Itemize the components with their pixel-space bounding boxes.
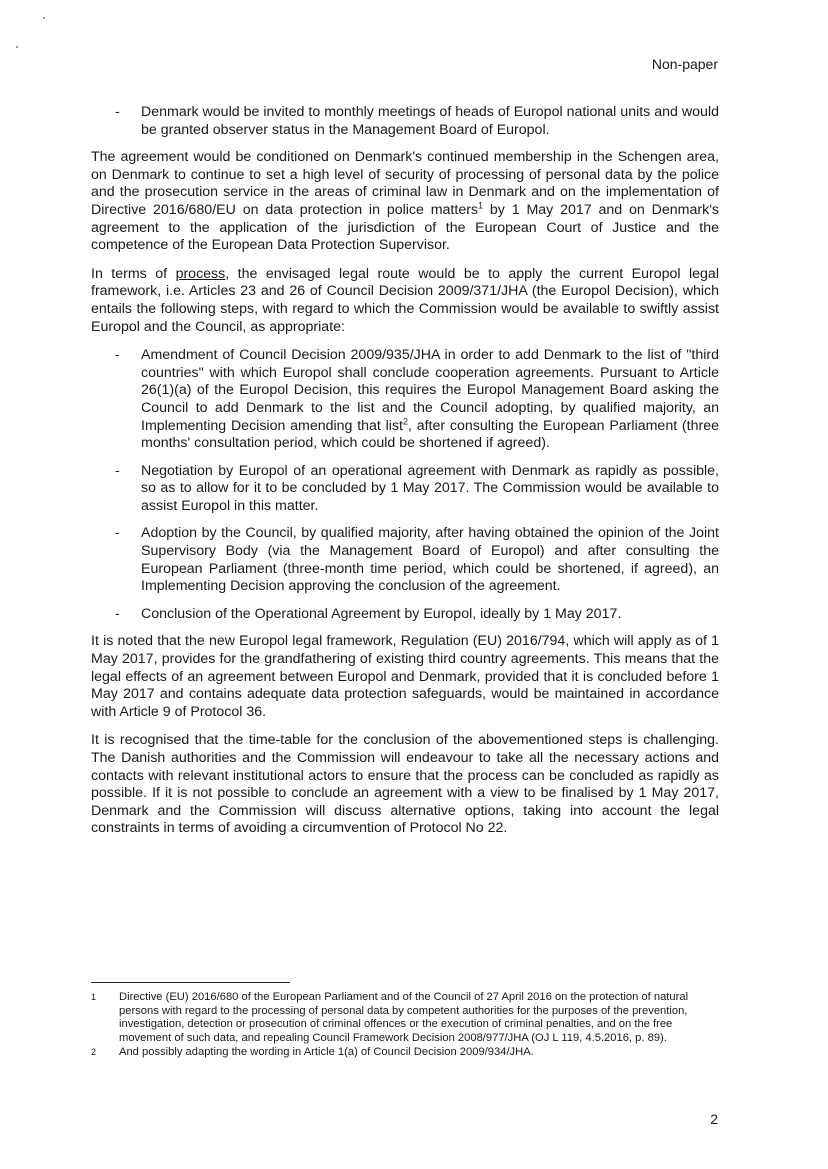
header-label: Non-paper xyxy=(651,56,718,72)
footnote-ref-2: 2 xyxy=(402,415,408,426)
scan-speck xyxy=(43,17,45,19)
process-underlined: process xyxy=(175,265,226,282)
paragraph-conditions xyxy=(91,149,719,255)
step-item-4 xyxy=(91,606,719,624)
footnote-ref-1: 1 xyxy=(478,200,484,211)
footnote-2 xyxy=(91,1046,719,1060)
paragraph-process xyxy=(91,266,719,336)
paragraph-grandfathering: It is noted that the new Europol legal framework, Regulation (EU) 2016/794, which will apply as of 1 May 2017, provides for the grandfathering of existing third country agreements. This means that the legal effects of an agreement between Europol and Denmark, provided that it is concluded before 1 May 2017 and contains adequate data protection safeguards, would be maintained in accordance with Article 9 of Protocol 36. xyxy=(91,633,719,720)
scan-speck xyxy=(16,46,18,48)
paragraph-conditions-text-b: by 1 May 2017 and on Denmark's agreement to the application of the jurisdiction of the European Court of Justice and the competence of the European Data Protection Supervisor. xyxy=(91,201,719,254)
bullet-dash: - xyxy=(115,104,120,120)
step-3-text: Adoption by the Council, by qualified majority, after having obtained the opinion of the Joint Supervisory Body (via the Management Board of Europol) and after consulting the European Parliament (three-month time period, which could be shortened, if agreed), an Implementing Decision approving the conclusion of the agreement. xyxy=(141,525,719,595)
step-item-3 xyxy=(91,525,719,595)
footnote-1-number: 1 xyxy=(91,992,97,1002)
footnote-1-text: Directive (EU) 2016/680 of the European Parliament and of the Council of 27 April 2016 on the protection of natural persons with regard to the processing of personal data by competent authorities for the purposes of the prevention, investigation, detection or prosecution of criminal offences or the execution of criminal penalties, and on the free movement of such data, and repealing Council Framework Decision 2008/977/JHA (OJ L 119, 4.5.2016, p. 89). xyxy=(119,991,689,1044)
bullet-dash: - xyxy=(115,605,120,622)
page-number: 2 xyxy=(710,1111,718,1127)
bullet-dash: - xyxy=(115,525,120,542)
paragraph-process-lead: In terms of xyxy=(91,265,176,282)
footnote-separator xyxy=(91,982,290,983)
step-2-text: Negotiation by Europol of an operational agreement with Denmark as rapidly as possible, so as to allow for it to be concluded by 1 May 2017. The Commission would be available to assist Europol in this matter. xyxy=(141,462,719,514)
step-item-1 xyxy=(91,347,719,453)
footnotes xyxy=(91,991,719,1061)
intro-bullet-text: Denmark would be invited to monthly meetings of heads of Europol national units and would be granted observer status in the Management Board of Europol. xyxy=(141,104,719,138)
bullet-dash: - xyxy=(115,347,120,364)
footnote-1 xyxy=(91,991,719,1045)
step-4-text: Conclusion of the Operational Agreement by Europol, ideally by 1 May 2017. xyxy=(141,605,622,622)
step-1-text-a: Amendment of Council Decision 2009/935/JHA in order to add Denmark to the list of "third countries" with which Europol shall conclude cooperation agreements. Pursuant to Article 26(1)(a) of the Europol Decision, this requires the Europol Management Board asking the Council to add Denmark to the list and the Council adopting, by qualified majority, an Implementing Decision amending that list xyxy=(141,347,719,434)
bullet-dash: - xyxy=(115,462,120,479)
step-item-2 xyxy=(91,463,719,516)
paragraph-process-rest: , the envisaged legal route would be to apply the current Europol legal framework, i.e. Articles 23 and 26 of Council Decision 2009/371/JHA (the Europol Decision), which entails the following steps, with regard to which the Commission would be available to swiftly assist Europol and the Council, as appropriate: xyxy=(91,265,719,335)
footnote-2-number: 2 xyxy=(91,1047,97,1058)
document-body xyxy=(91,104,719,849)
footnote-2-text: And possibly adapting the wording in Article 1(a) of Council Decision 2009/934/JHA. xyxy=(119,1046,534,1059)
paragraph-conditions-text-a: The agreement would be conditioned on Denmark's continued membership in the Schengen area, on Denmark to continue to set a high level of security of processing of personal data by the police and the prosecution service in the areas of criminal law in Denmark and on the implementation of Directive 2016/680/EU on data protection in police matters xyxy=(91,149,719,218)
step-1-text-b: , after consulting the European Parliament (three months' consultation period, which could be shortened if agreed). xyxy=(141,417,719,452)
intro-bullet xyxy=(91,104,719,139)
paragraph-timetable: It is recognised that the time-table for the conclusion of the abovementioned steps is challenging. The Danish authorities and the Commission will endeavour to take all the necessary actions and contacts with relevant institutional actors to ensure that the process can be concluded as rapidly as possible. If it is not possible to conclude an agreement with a view to be finalised by 1 May 2017, Denmark and the Commission will discuss alternative options, taking into account the legal constraints in terms of avoiding a circumvention of Protocol No 22. xyxy=(91,732,719,837)
